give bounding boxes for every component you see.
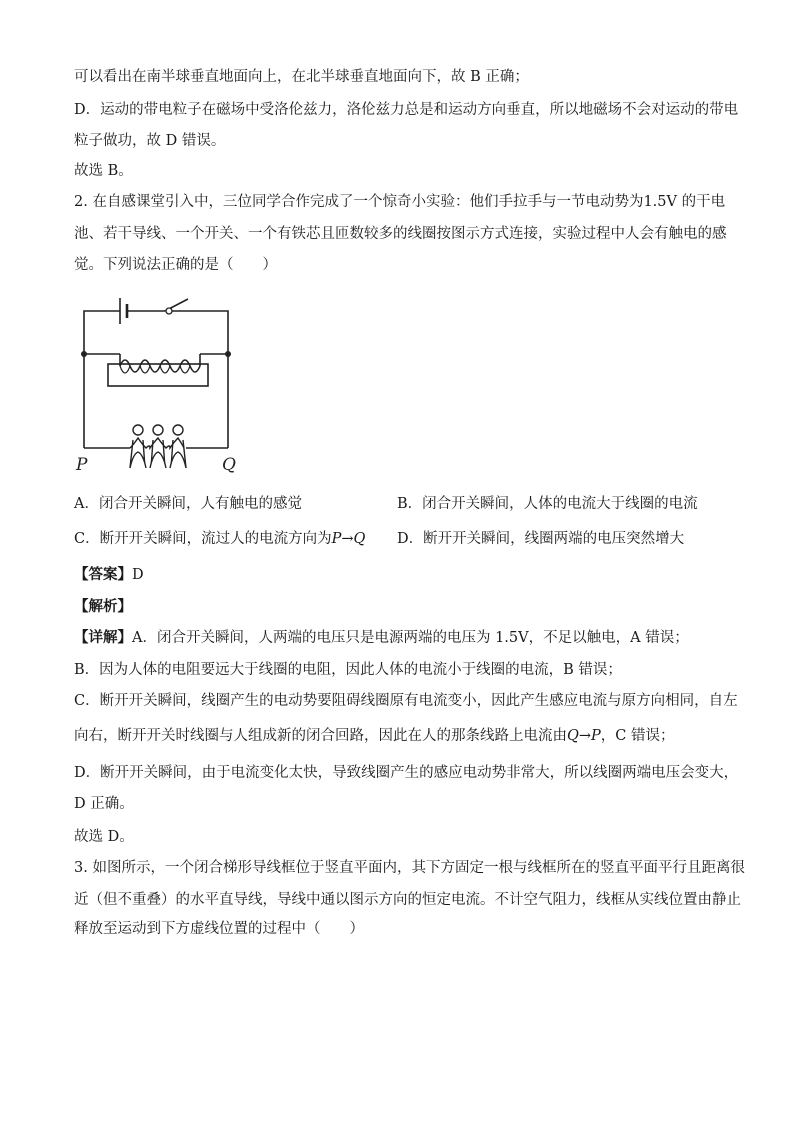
iron-core [108, 364, 208, 386]
junction-dot [225, 351, 231, 357]
junction-dot [81, 351, 87, 357]
question-3-line: 释放至运动到下方虚线位置的过程中（ ） [74, 921, 364, 937]
text-line: 故选 B。 [74, 163, 133, 179]
people-icon [130, 425, 186, 468]
answer-line [74, 565, 144, 585]
detail-label: 【详解】 [74, 629, 132, 646]
answer-value: D [132, 567, 144, 583]
detail-c2-suffix: ，C 错误； [600, 728, 675, 744]
label-p: P [76, 455, 88, 475]
text-line: 粒子做功，故 D 错误。 [74, 133, 226, 149]
question-2-line: 觉。下列说法正确的是（ ） [74, 257, 277, 273]
circuit-figure [72, 288, 247, 478]
detail-b: B．因为人体的电阻要远大于线圈的电阻，因此人体的电流小于线圈的电流，B 错误； [74, 662, 622, 678]
detail-d1: D．断开开关瞬间，由于电流变化太快，导致线圈产生的感应电动势非常大，所以线圈两端电压会变大， [74, 765, 739, 781]
conclusion: 故选 D。 [74, 829, 134, 845]
detail-c1: C．断开开关瞬间，线圈产生的电动势要阻碍线圈原有电流变小，因此产生感应电流与原方向相同，自左 [74, 693, 738, 709]
question-2-line: 池、若干导线、一个开关、一个有铁芯且匝数较多的线圈按图示方式连接，实验过程中人会有触电的感 [74, 226, 727, 242]
answer-label: 【答案】 [74, 566, 132, 583]
question-2-line: 2. 在自感课堂引入中，三位同学合作完成了一个惊奇小实验：他们手拉手与一节电动势为1.5V 的干电 [74, 194, 726, 210]
detail-c2-expr: Q→P [567, 728, 601, 744]
text-line: 可以看出在南半球垂直地面向上，在北半球垂直地面向下，故 B 正确； [74, 69, 529, 85]
detail-c2 [74, 726, 675, 746]
option-a: A．闭合开关瞬间，人有触电的感觉 [74, 496, 302, 512]
wire [84, 311, 120, 354]
analysis-label: 【解析】 [74, 598, 132, 615]
question-3-line: 近（但不重叠）的水平直导线，导线中通以图示方向的恒定电流。不计空气阻力，线框从实线位置由静止 [74, 892, 741, 908]
option-b: B．闭合开关瞬间，人体的电流大于线圈的电流 [397, 496, 698, 512]
detail-a: A．闭合开关瞬间，人两端的电压只是电源两端的电压为 1.5V，不足以触电，A 错误； [132, 630, 689, 646]
question-3-line: 3. 如图所示，一个闭合梯形导线框位于竖直平面内，其下方固定一根与线框所在的竖直平面平行且距离很 [74, 860, 745, 876]
option-c-expr: P→Q [331, 531, 366, 547]
detail-line [74, 628, 689, 648]
text-line: D．运动的带电粒子在磁场中受洛伦兹力，洛伦兹力总是和运动方向垂直，所以地磁场不会对运动的带电 [74, 102, 739, 118]
analysis-line [74, 597, 132, 617]
detail-c2-text: 向右，断开开关时线圈与人组成新的闭合回路，因此在人的那条线路上电流由 [74, 728, 567, 744]
detail-d2: D 正确。 [74, 796, 134, 812]
option-c-text: C．断开开关瞬间，流过人的电流方向为 [74, 531, 332, 547]
option-c [74, 529, 365, 549]
option-d: D．断开开关瞬间，线圈两端的电压突然增大 [397, 531, 685, 547]
label-q: Q [222, 455, 236, 475]
switch-pivot [166, 308, 172, 314]
